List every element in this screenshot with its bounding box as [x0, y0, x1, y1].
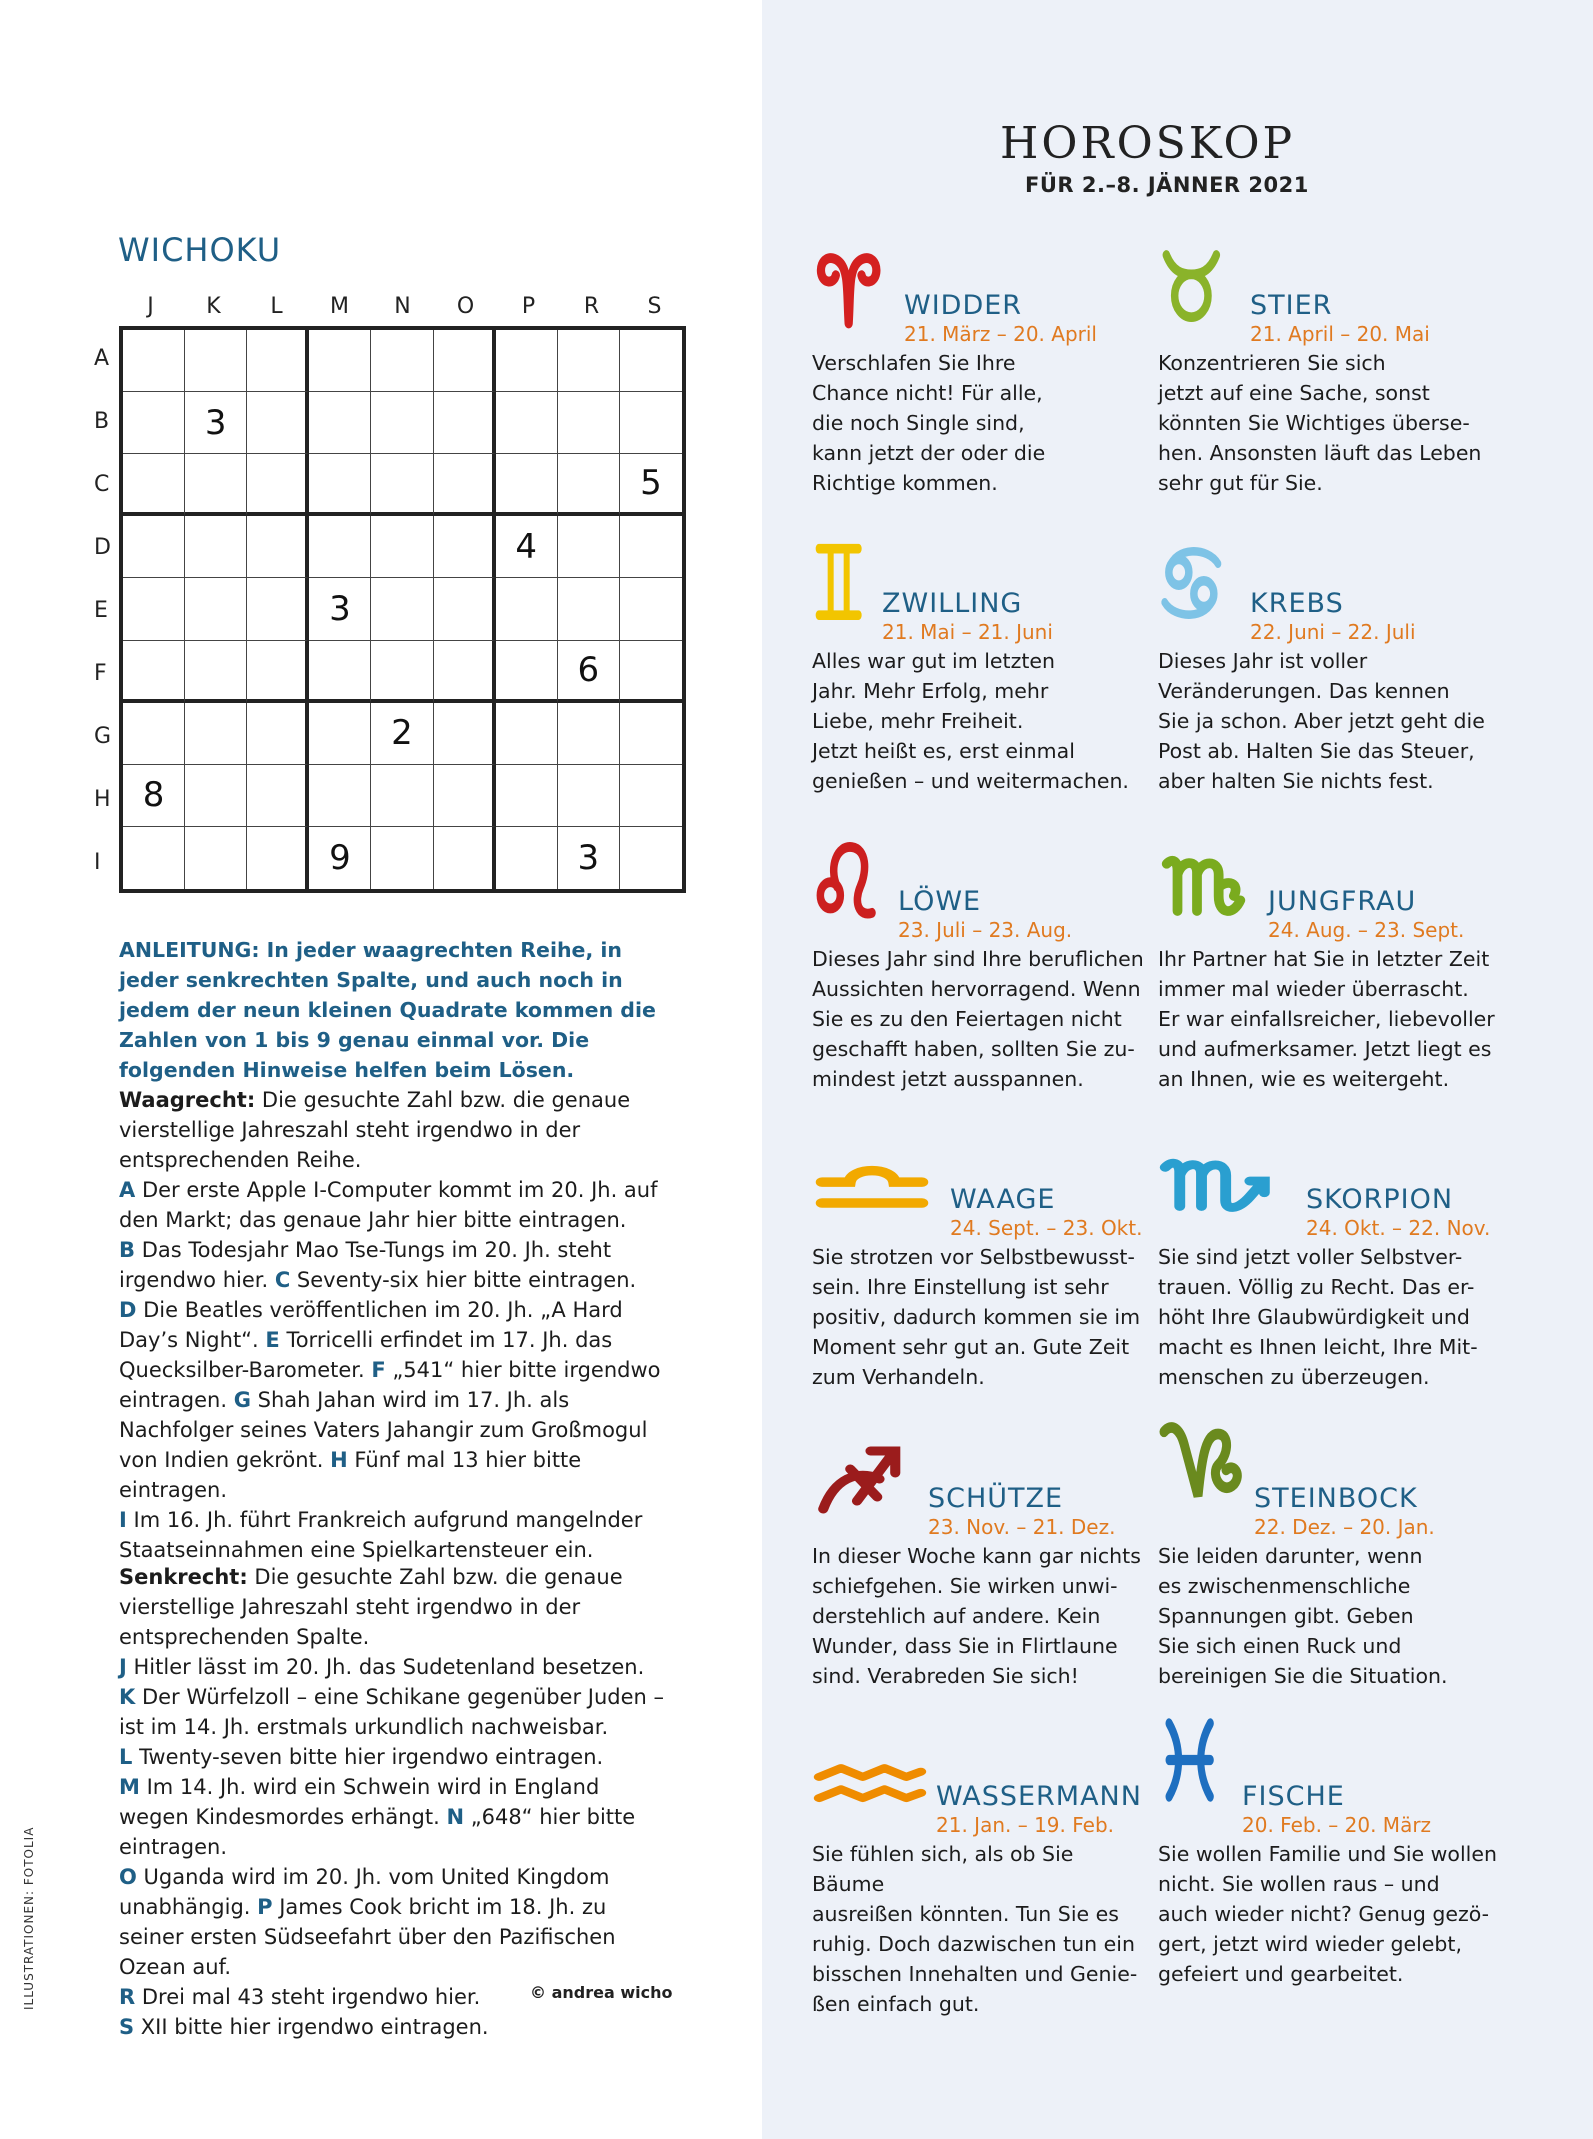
grid-cell-DP[interactable]: 4: [496, 516, 558, 578]
grid-cell-FP[interactable]: [496, 641, 558, 703]
grid-cell-IS[interactable]: [620, 827, 682, 889]
pisces-icon: [1158, 1712, 1234, 1808]
sign-date: 24. Aug. – 23. Sept.: [1268, 918, 1465, 942]
clue-text-E: Torricelli erfindet im 17. Jh. das Quecksilber-Barometer.: [119, 1328, 613, 1382]
sign-text-line: Sie fühlen sich, als ob Sie Bäume: [812, 1842, 1074, 1896]
clue-text-R: Drei mal 43 steht irgendwo hier.: [135, 1985, 481, 2009]
instructions: ANLEITUNG: In jeder waagrechten Reihe, in jeder senkrechten Spalte, und auch noch in jedem der neun kleinen Quadrate kommen die Zahlen von 1 bis 9 genau einmal vor. Die folgenden Hinweise helfen beim Lösen.: [119, 938, 656, 1082]
clue-text-N: „648“ hier bitte eintragen.: [119, 1805, 636, 1859]
clue-key-L: L: [119, 1745, 133, 1769]
sign-text-line: Sie leiden darunter, wenn: [1158, 1544, 1423, 1568]
sign-text-line: Sie sich einen Ruck und: [1158, 1634, 1402, 1658]
sign-text: [812, 944, 1152, 1094]
copyright: © andrea wicho: [530, 1983, 673, 2002]
sign-text-line: Dieses Jahr sind Ihre beruflichen: [812, 947, 1144, 971]
grid-cell-AS[interactable]: [620, 330, 682, 392]
grid-cell-FS[interactable]: [620, 641, 682, 703]
grid-cell-BS[interactable]: [620, 392, 682, 454]
clue-text-J: Hitler lässt im 20. Jh. das Sudetenland besetzen.: [126, 1655, 645, 1679]
sign-text-line: nicht. Sie wollen raus – und: [1158, 1872, 1440, 1896]
sign-text-line: geschafft haben, sollten Sie zu-: [812, 1037, 1135, 1061]
sign-text: [1158, 1839, 1498, 1989]
clue-text-S: XII bitte hier irgendwo eintragen.: [134, 2015, 489, 2039]
clue-text-H: Fünf mal 13 hier bitte eintragen.: [119, 1448, 582, 1502]
sign-text-line: Sie wollen Familie und Sie wollen: [1158, 1842, 1497, 1866]
sign-text-line: Sie sind jetzt voller Selbstver-: [1158, 1245, 1463, 1269]
sign-text-line: sein. Ihre Einstellung ist sehr: [812, 1275, 1109, 1299]
grid-cell-DL[interactable]: [247, 516, 309, 578]
sign-text-line: zum Verhandeln.: [812, 1365, 985, 1389]
sign-name: FISCHE: [1242, 1781, 1345, 1812]
sign-text-line: positiv, dadurch kommen sie im: [812, 1305, 1141, 1329]
sign-name: KREBS: [1250, 588, 1344, 619]
grid-cell-AP[interactable]: [496, 330, 558, 392]
grid-cell-HN[interactable]: [371, 765, 433, 827]
scorpio-icon: [1158, 1142, 1274, 1224]
taurus-icon: [1158, 240, 1238, 330]
row-label-G: G: [94, 724, 112, 749]
grid-cell-ER[interactable]: [558, 578, 620, 640]
sign-text-line: kann jetzt der oder die: [812, 441, 1046, 465]
grid-cell-EO[interactable]: [434, 578, 496, 640]
grid-cell-DO[interactable]: [434, 516, 496, 578]
waagrecht-intro: Die gesuchte Zahl bzw. die genaue vierstellige Jahreszahl steht irgendwo in der entsprechenden Reihe.: [119, 1088, 631, 1172]
grid-cell-CM[interactable]: [309, 454, 371, 516]
grid-cell-ES[interactable]: [620, 578, 682, 640]
grid-cell-DM[interactable]: [309, 516, 371, 578]
grid-cell-BL[interactable]: [247, 392, 309, 454]
cancer-icon: [1158, 538, 1238, 628]
sign-text-line: es zwischenmenschliche: [1158, 1574, 1411, 1598]
clue-text-P: James Cook bricht im 18. Jh. zu seiner ersten Südseefahrt über den Pazifischen Ozean auf.: [119, 1895, 616, 1979]
grid-cell-GP[interactable]: [496, 703, 558, 765]
sign-text-line: höht Ihre Glaubwürdigkeit und: [1158, 1305, 1470, 1329]
grid-cell-HJ[interactable]: 8: [123, 765, 185, 827]
grid-cell-GO[interactable]: [434, 703, 496, 765]
sign-text-line: Verschlafen Sie Ihre: [812, 351, 1016, 375]
clue-text-B: Das Todesjahr Mao Tse-Tungs im 20. Jh. steht irgendwo hier.: [119, 1238, 612, 1292]
sign-text-line: mindest jetzt ausspannen.: [812, 1067, 1084, 1091]
clue-key-K: K: [119, 1685, 136, 1709]
sign-text-line: immer mal wieder überrascht.: [1158, 977, 1469, 1001]
grid-cell-DS[interactable]: [620, 516, 682, 578]
sign-text-line: Moment sehr gut an. Gute Zeit: [812, 1335, 1130, 1359]
grid-cell-FK[interactable]: [185, 641, 247, 703]
sign-text: [812, 1242, 1152, 1392]
sign-date: 22. Juni – 22. Juli: [1250, 620, 1416, 644]
sign-text-line: hen. Ansonsten läuft das Leben: [1158, 441, 1482, 465]
column-label-L: L: [270, 294, 283, 319]
sign-text-line: Richtige kommen.: [812, 471, 998, 495]
aries-icon: [812, 238, 900, 330]
grid-cell-IM[interactable]: 9: [309, 827, 371, 889]
sign-text-line: bereinigen Sie die Situation.: [1158, 1664, 1448, 1688]
grid-cell-GL[interactable]: [247, 703, 309, 765]
sign-text-line: Chance nicht! Für alle,: [812, 381, 1043, 405]
clue-text-C: Seventy-six hier bitte eintragen.: [290, 1268, 637, 1292]
grid-cell-IO[interactable]: [434, 827, 496, 889]
clue-text-F: „541“ hier bitte irgendwo eintragen.: [119, 1358, 661, 1412]
sign-text-line: Jetzt heißt es, erst einmal: [812, 739, 1075, 763]
row-label-D: D: [94, 535, 111, 560]
grid-cell-EJ[interactable]: [123, 578, 185, 640]
column-label-P: P: [521, 294, 536, 319]
grid-cell-FL[interactable]: [247, 641, 309, 703]
grid-cell-GK[interactable]: [185, 703, 247, 765]
clue-key-B: B: [119, 1238, 136, 1262]
column-label-N: N: [394, 294, 411, 319]
clue-key-D: D: [119, 1298, 137, 1322]
grid-cell-CK[interactable]: [185, 454, 247, 516]
clue-key-J: J: [119, 1655, 127, 1679]
sign-name: WIDDER: [904, 290, 1023, 321]
grid-cell-GR[interactable]: [558, 703, 620, 765]
grid-cell-BJ[interactable]: [123, 392, 185, 454]
clue-key-I: I: [119, 1508, 127, 1532]
sign-name: STIER: [1250, 290, 1333, 321]
sign-text-line: genießen – und weitermachen.: [812, 769, 1129, 793]
sign-text-line: Liebe, mehr Freiheit.: [812, 709, 1024, 733]
sign-date: 21. April – 20. Mai: [1250, 322, 1430, 346]
clue-text-M: Im 14. Jh. wird ein Schwein wird in England wegen Kindesmordes erhängt.: [119, 1775, 600, 1829]
row-label-I: I: [94, 850, 101, 875]
clue-key-F: F: [371, 1358, 386, 1382]
clue-key-A: A: [119, 1178, 136, 1202]
clue-key-O: O: [119, 1865, 137, 1889]
sign-text-line: sind. Verabreden Sie sich!: [812, 1664, 1079, 1688]
sign-name: STEINBOCK: [1254, 1483, 1418, 1514]
row-label-H: H: [94, 787, 111, 812]
sign-name: LÖWE: [898, 886, 982, 917]
sign-text-line: Ihr Partner hat Sie in letzter Zeit: [1158, 947, 1490, 971]
grid-cell-IK[interactable]: [185, 827, 247, 889]
clue-text-I: Im 16. Jh. führt Frankreich aufgrund mangelnder Staatseinnahmen eine Spielkartensteuer ein.: [119, 1508, 643, 1562]
waagrecht-heading: Waagrecht:: [119, 1088, 256, 1112]
grid-cell-BR[interactable]: [558, 392, 620, 454]
grid-cell-AN[interactable]: [371, 330, 433, 392]
grid-cell-BK[interactable]: 3: [185, 392, 247, 454]
grid-cell-GM[interactable]: [309, 703, 371, 765]
grid-cell-HR[interactable]: [558, 765, 620, 827]
capricorn-icon: [1158, 1408, 1254, 1508]
sign-text: [812, 348, 1152, 498]
grid-cell-FM[interactable]: [309, 641, 371, 703]
sign-date: 23. Nov. – 21. Dez.: [928, 1515, 1116, 1539]
sign-text: [1158, 348, 1498, 498]
sign-name: SCHÜTZE: [928, 1483, 1064, 1514]
sign-text: [1158, 1541, 1498, 1691]
clues-waagrecht: [119, 1085, 664, 1565]
sign-text-line: ruhig. Doch dazwischen tun ein: [812, 1932, 1135, 1956]
sign-text-line: Jahr. Mehr Erfolg, mehr: [812, 679, 1049, 703]
sign-text: [1158, 1242, 1498, 1392]
sign-text-line: Wunder, dass Sie in Flirtlaune: [812, 1634, 1118, 1658]
clue-key-P: P: [257, 1895, 273, 1919]
grid-cell-HM[interactable]: [309, 765, 371, 827]
grid-cell-CL[interactable]: [247, 454, 309, 516]
grid-cell-BO[interactable]: [434, 392, 496, 454]
grid-cell-EK[interactable]: [185, 578, 247, 640]
grid-cell-AR[interactable]: [558, 330, 620, 392]
grid-cell-HO[interactable]: [434, 765, 496, 827]
grid-cell-FO[interactable]: [434, 641, 496, 703]
row-label-B: B: [94, 409, 110, 434]
grid-cell-DK[interactable]: [185, 516, 247, 578]
clue-text-L: Twenty-seven bitte hier irgendwo eintragen.: [132, 1745, 604, 1769]
sign-text: [812, 1541, 1152, 1691]
sign-text-line: und aufmerksamer. Jetzt liegt es: [1158, 1037, 1492, 1061]
sign-name: SKORPION: [1306, 1184, 1454, 1215]
clue-text-G: Shah Jahan wird im 17. Jh. als Nachfolger seines Vaters Jahangir zum Großmogul von Indien gekrönt.: [119, 1388, 648, 1472]
clue-key-S: S: [119, 2015, 135, 2039]
sign-text: [812, 1839, 1152, 2019]
grid-cell-DJ[interactable]: [123, 516, 185, 578]
horoscope-subtitle: FÜR 2.–8. JÄNNER 2021: [1025, 173, 1309, 197]
sign-text-line: bisschen Innehalten und Genie-: [812, 1962, 1138, 1986]
grid-cell-IR[interactable]: 3: [558, 827, 620, 889]
grid-cell-BP[interactable]: [496, 392, 558, 454]
grid-cell-EN[interactable]: [371, 578, 433, 640]
sign-text: [812, 646, 1152, 796]
sign-text-line: In dieser Woche kann gar nichts: [812, 1544, 1141, 1568]
grid-cell-FN[interactable]: [371, 641, 433, 703]
sign-text-line: sehr gut für Sie.: [1158, 471, 1323, 495]
grid-cell-CN[interactable]: [371, 454, 433, 516]
grid-cell-EP[interactable]: [496, 578, 558, 640]
sign-text-line: derstehlich auf andere. Kein: [812, 1604, 1101, 1628]
clue-text-A: Der erste Apple I-Computer kommt im 20. Jh. auf den Markt; das genaue Jahr hier bitte eintragen.: [119, 1178, 658, 1232]
column-label-J: J: [147, 294, 154, 319]
sign-text-line: gefeiert und gearbeitet.: [1158, 1962, 1404, 1986]
sudoku-grid: [119, 326, 686, 893]
sign-date: 22. Dez. – 20. Jan.: [1254, 1515, 1435, 1539]
gemini-icon: [812, 538, 876, 628]
clue-text-D: Die Beatles veröffentlichen im 20. Jh. „A Hard Day’s Night“.: [119, 1298, 623, 1352]
sign-text-line: Veränderungen. Das kennen: [1158, 679, 1450, 703]
clue-text-O: Uganda wird im 20. Jh. vom United Kingdom unabhängig.: [119, 1865, 610, 1919]
sign-text-line: an Ihnen, wie es weitergeht.: [1158, 1067, 1450, 1091]
sign-text-line: Sie strotzen vor Selbstbewusst-: [812, 1245, 1135, 1269]
grid-cell-HL[interactable]: [247, 765, 309, 827]
grid-cell-IJ[interactable]: [123, 827, 185, 889]
sign-date: 23. Juli – 23. Aug.: [898, 918, 1073, 942]
grid-cell-CP[interactable]: [496, 454, 558, 516]
sign-text-line: Aussichten hervorragend. Wenn: [812, 977, 1141, 1001]
column-label-M: M: [330, 294, 349, 319]
sign-text-line: macht es Ihnen leicht, Ihre Mit-: [1158, 1335, 1478, 1359]
column-label-S: S: [647, 294, 662, 319]
clue-text-K: Der Würfelzoll – eine Schikane gegenüber Juden – ist im 14. Jh. erstmals urkundlich nachweisbar.: [119, 1685, 665, 1739]
grid-cell-AM[interactable]: [309, 330, 371, 392]
grid-cell-AL[interactable]: [247, 330, 309, 392]
aquarius-icon: [812, 1747, 928, 1821]
sign-text-line: Post ab. Halten Sie das Steuer,: [1158, 739, 1475, 763]
sign-text: [1158, 944, 1498, 1094]
column-label-K: K: [206, 294, 221, 319]
grid-cell-CS[interactable]: 5: [620, 454, 682, 516]
clue-key-C: C: [274, 1268, 291, 1292]
grid-cell-EL[interactable]: [247, 578, 309, 640]
sign-date: 21. März – 20. April: [904, 322, 1097, 346]
grid-cell-CR[interactable]: [558, 454, 620, 516]
senkrecht-intro: Die gesuchte Zahl bzw. die genaue vierstellige Jahreszahl steht irgendwo in der entsprechenden Spalte.: [119, 1565, 623, 1649]
sign-text-line: Sie es zu den Feiertagen nicht: [812, 1007, 1122, 1031]
grid-cell-HK[interactable]: [185, 765, 247, 827]
sign-name: WAAGE: [950, 1184, 1056, 1215]
grid-cell-AK[interactable]: [185, 330, 247, 392]
sign-text-line: Spannungen gibt. Geben: [1158, 1604, 1414, 1628]
row-label-C: C: [94, 472, 110, 497]
waagrecht-clue-list: [119, 1175, 664, 1565]
sign-date: 24. Sept. – 23. Okt.: [950, 1216, 1143, 1240]
grid-cell-CJ[interactable]: [123, 454, 185, 516]
grid-cell-AJ[interactable]: [123, 330, 185, 392]
libra-icon: [812, 1144, 932, 1224]
sign-text-line: schiefgehen. Sie wirken unwi-: [812, 1574, 1118, 1598]
sign-name: JUNGFRAU: [1268, 886, 1417, 917]
sign-text-line: ausreißen könnten. Tun Sie es: [812, 1902, 1119, 1926]
clues-senkrecht: [119, 1562, 664, 2042]
column-label-R: R: [583, 294, 600, 319]
grid-cell-IL[interactable]: [247, 827, 309, 889]
grid-cell-FR[interactable]: 6: [558, 641, 620, 703]
grid-cell-EM[interactable]: 3: [309, 578, 371, 640]
row-label-A: A: [94, 346, 110, 371]
sign-date: 24. Okt. – 22. Nov.: [1306, 1216, 1491, 1240]
grid-cell-GJ[interactable]: [123, 703, 185, 765]
grid-cell-HS[interactable]: [620, 765, 682, 827]
clue-key-G: G: [233, 1388, 251, 1412]
sign-text: [1158, 646, 1498, 796]
grid-cell-DR[interactable]: [558, 516, 620, 578]
sign-text-line: Konzentrieren Sie sich: [1158, 351, 1386, 375]
sign-text-line: trauen. Völlig zu Recht. Das er-: [1158, 1275, 1475, 1299]
clue-key-H: H: [330, 1448, 348, 1472]
sign-name: WASSERMANN: [936, 1781, 1142, 1812]
grid-cell-HP[interactable]: [496, 765, 558, 827]
grid-cell-IP[interactable]: [496, 827, 558, 889]
sign-text-line: gert, jetzt wird wieder gelebt,: [1158, 1932, 1462, 1956]
grid-cell-IN[interactable]: [371, 827, 433, 889]
clue-key-E: E: [265, 1328, 280, 1352]
grid-cell-GS[interactable]: [620, 703, 682, 765]
grid-cell-BN[interactable]: [371, 392, 433, 454]
sagittarius-icon: [812, 1439, 920, 1523]
grid-cell-DN[interactable]: [371, 516, 433, 578]
sign-date: 21. Jan. – 19. Feb.: [936, 1813, 1114, 1837]
sign-text-line: ßen einfach gut.: [812, 1992, 980, 2016]
leo-icon: [812, 834, 892, 926]
clue-key-M: M: [119, 1775, 140, 1799]
wichoku-title: WICHOKU: [118, 231, 282, 269]
sign-text-line: jetzt auf eine Sache, sonst: [1158, 381, 1430, 405]
sign-text-line: Sie ja schon. Aber jetzt geht die: [1158, 709, 1485, 733]
clue-key-N: N: [446, 1805, 465, 1829]
horoscope-title: HOROSKOP: [1000, 118, 1296, 169]
virgo-icon: [1158, 836, 1262, 926]
sign-text-line: die noch Single sind,: [812, 411, 1025, 435]
grid-cell-CO[interactable]: [434, 454, 496, 516]
grid-cell-AO[interactable]: [434, 330, 496, 392]
grid-cell-FJ[interactable]: [123, 641, 185, 703]
sign-text-line: könnten Sie Wichtiges überse-: [1158, 411, 1470, 435]
sign-date: 20. Feb. – 20. März: [1242, 1813, 1432, 1837]
column-label-O: O: [456, 294, 475, 319]
grid-cell-GN[interactable]: 2: [371, 703, 433, 765]
sign-text-line: Dieses Jahr ist voller: [1158, 649, 1368, 673]
row-label-F: F: [94, 661, 107, 686]
sign-text-line: menschen zu überzeugen.: [1158, 1365, 1430, 1389]
sign-text-line: Alles war gut im letzten: [812, 649, 1055, 673]
row-label-E: E: [94, 598, 108, 623]
clue-key-R: R: [119, 1985, 136, 2009]
sign-name: ZWILLING: [882, 588, 1023, 619]
illustration-credit: ILLUSTRATIONEN: FOTOLIA: [22, 1826, 36, 2010]
sign-text-line: aber halten Sie nichts fest.: [1158, 769, 1434, 793]
sign-text-line: Er war einfallsreicher, liebevoller: [1158, 1007, 1495, 1031]
sign-date: 21. Mai – 21. Juni: [882, 620, 1053, 644]
grid-cell-BM[interactable]: [309, 392, 371, 454]
sign-text-line: auch wieder nicht? Genug gezö-: [1158, 1902, 1490, 1926]
senkrecht-heading: Senkrecht:: [119, 1565, 248, 1589]
